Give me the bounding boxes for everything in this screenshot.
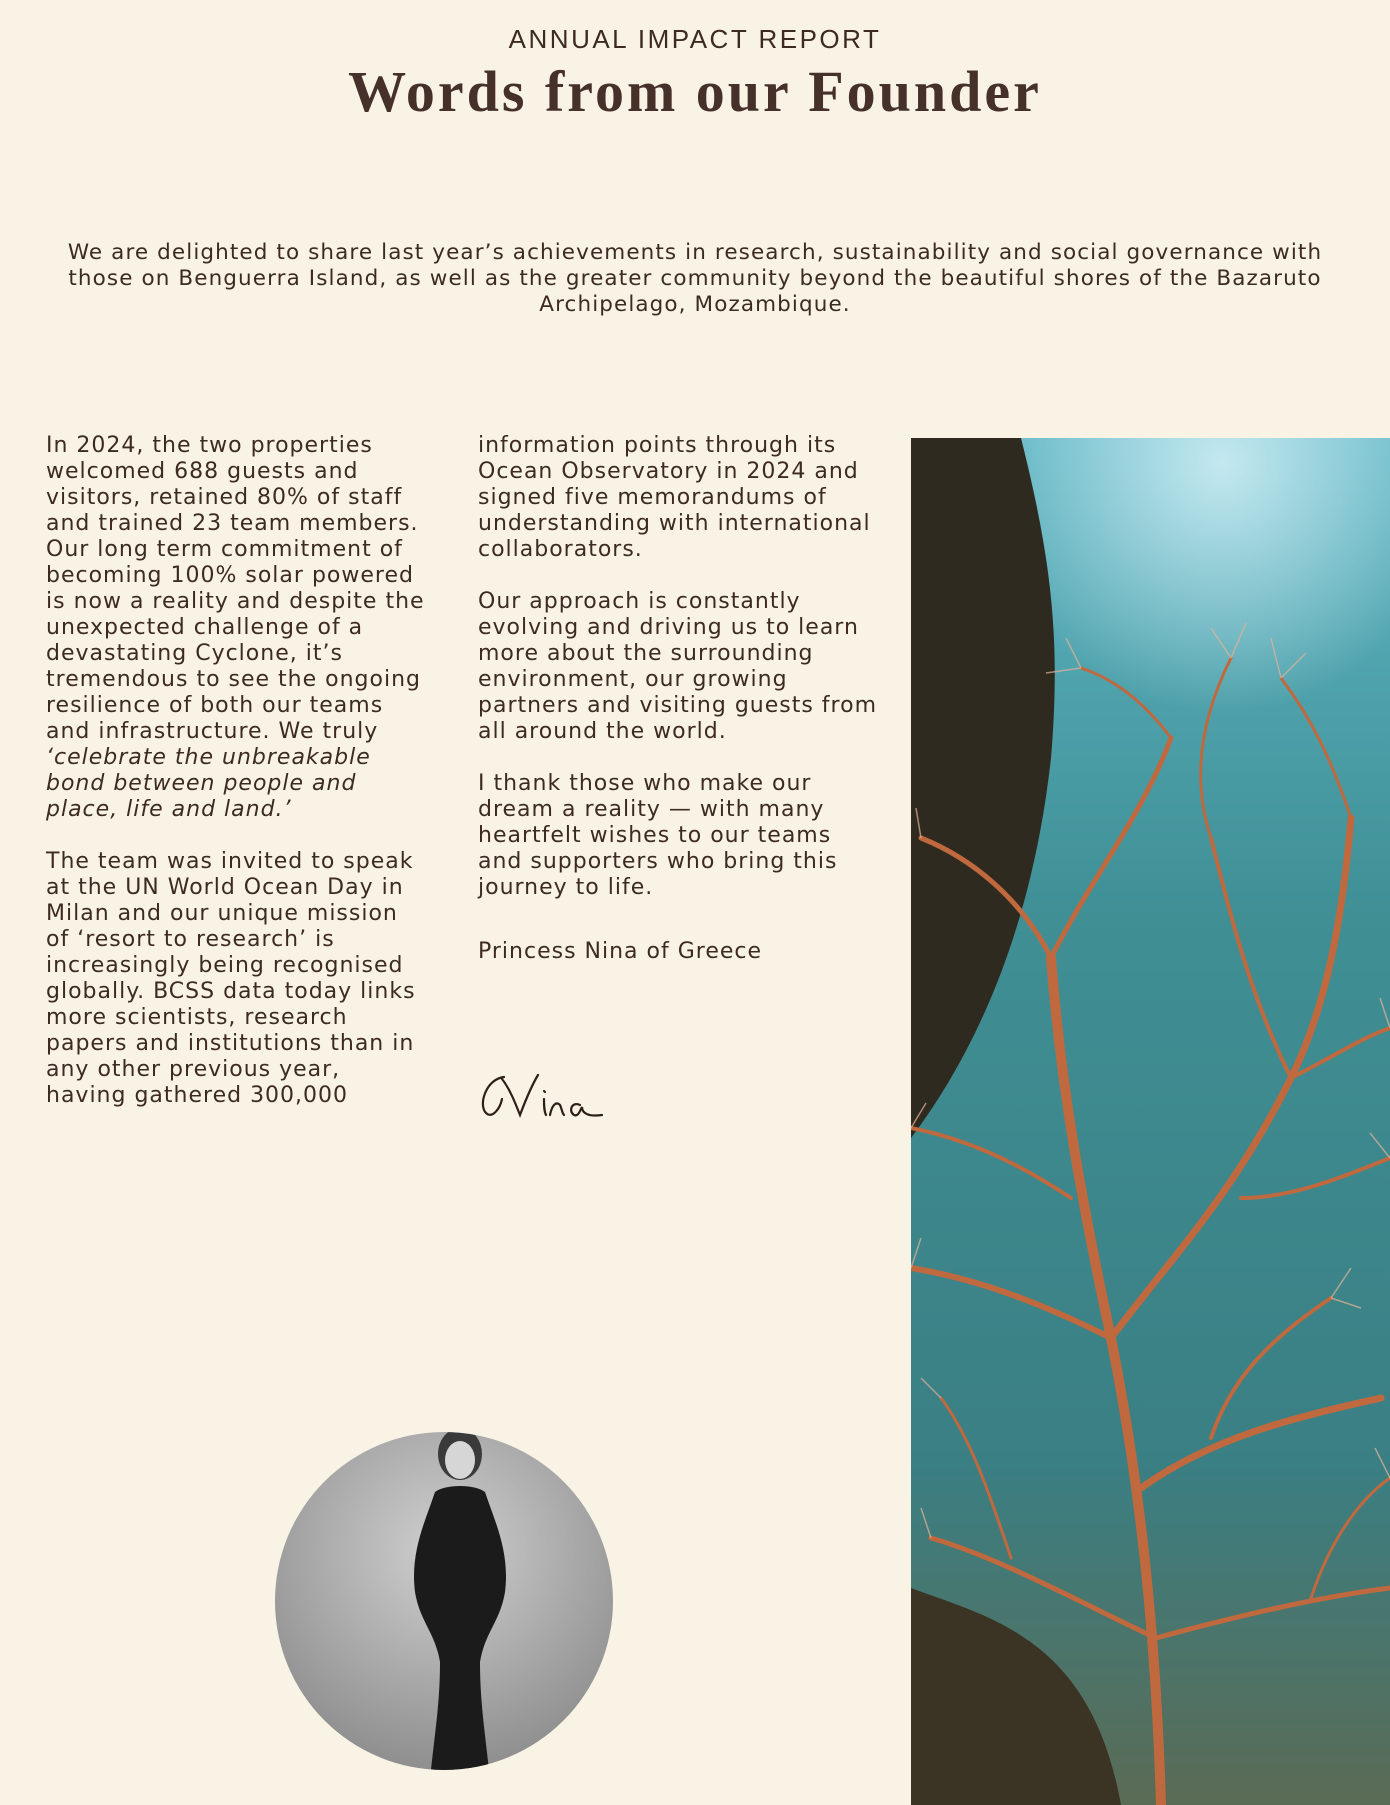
paragraph-1-text: In 2024, the two properties welcomed 688 guests and visitors, retained 80% of staff and trained 23 team members. Our long term commitment of becoming 100% solar powered is now a reality and despite the unexpected challenge of a devastating Cyclone, it’s tremendous to see the ongoing resilience of both our teams and infrastructure. We truly	[46, 433, 425, 744]
founder-portrait	[275, 1432, 613, 1770]
intro-paragraph: We are delighted to share last year’s achievements in research, sustainability and social governance with those on Benguerra Island, as well as the greater community beyond the beautiful shores of the Bazaruto Archipelago, Mozambique.	[67, 240, 1323, 317]
paragraph-4: Our approach is constantly evolving and driving us to learn more about the surrounding environment, our growing partners and visiting guests from all around the world.	[478, 589, 878, 744]
text-column-1	[46, 433, 426, 1135]
paragraph-2: The team was invited to speak at the UN World Ocean Day in Milan and our unique mission of ‘resort to research’ is increasingly being recognised globally. BCSS data today links more scientists, research papers and institutions than in any other previous year, having gathered 300,000	[46, 849, 416, 1108]
sea-fan-coral-photo	[911, 438, 1390, 1805]
page-title: Words from our Founder	[348, 59, 1042, 124]
paragraph-3: information points through its Ocean Observatory in 2024 and signed five memorandums of understanding with international collaborators.	[478, 433, 871, 562]
paragraph-1-quote: ‘celebrate the unbreakable bond between people and place, life and land.’	[46, 745, 371, 822]
text-column-2	[478, 433, 878, 991]
paragraph-1	[46, 433, 426, 823]
report-kicker: ANNUAL IMPACT REPORT	[508, 24, 882, 54]
signature-name: Princess Nina of Greece	[478, 939, 763, 964]
paragraph-5: I thank those who make our dream a reality — with many heartfelt wishes to our teams and supporters who bring this journey to life.	[478, 771, 838, 900]
handwritten-signature	[476, 1065, 606, 1125]
